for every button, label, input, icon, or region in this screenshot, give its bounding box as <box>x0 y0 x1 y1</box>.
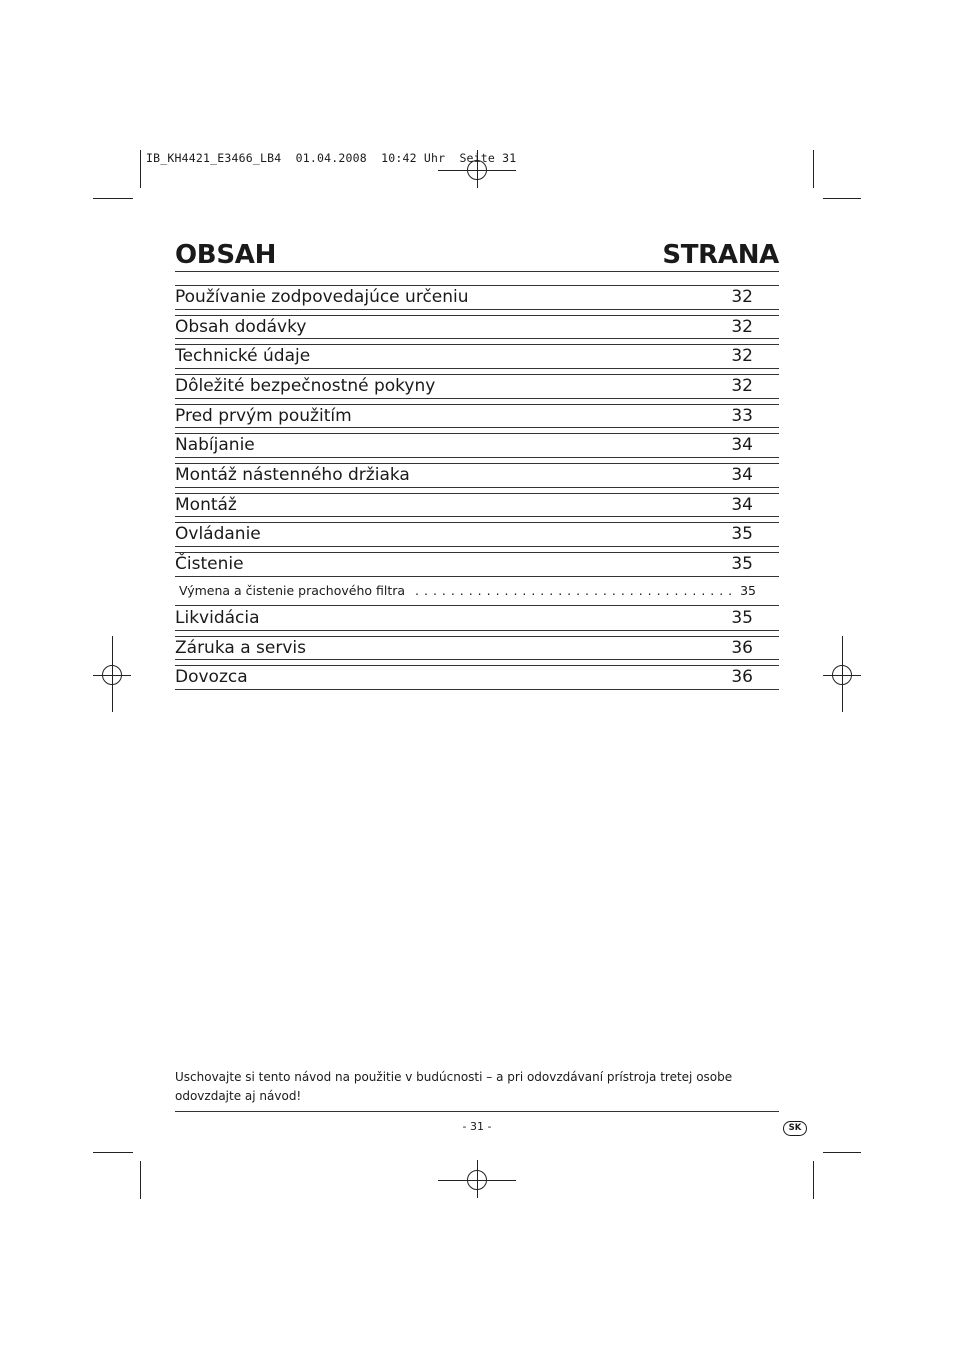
toc-entry-title: Technické údaje <box>175 346 311 366</box>
toc-entry-title: Dovozca <box>175 667 248 687</box>
toc-entry-title: Používanie zodpovedajúce určeniu <box>175 287 469 307</box>
toc-entry[interactable] <box>175 522 753 546</box>
toc-entry[interactable] <box>175 552 753 576</box>
toc-entry-page: 32 <box>731 317 753 337</box>
toc-entry[interactable] <box>175 463 753 487</box>
toc-entry-title: Montáž nástenného držiaka <box>175 465 410 485</box>
toc-entry-page: 35 <box>731 524 753 544</box>
toc-entry-title: Obsah dodávky <box>175 317 307 337</box>
toc-entry-page: 33 <box>731 406 753 426</box>
print-slug: IB_KH4421_E3466_LB4 01.04.2008 10:42 Uhr Seite 31 <box>146 151 517 165</box>
leader-dots <box>415 583 738 598</box>
header-rule <box>175 271 779 272</box>
toc-subentry[interactable] <box>179 581 756 599</box>
toc-entry-page: 35 <box>731 554 753 574</box>
toc-entry-title: Čistenie <box>175 554 244 574</box>
contents-heading: OBSAH <box>175 240 277 270</box>
toc-entry[interactable] <box>175 606 753 630</box>
toc-entry-title: Nabíjanie <box>175 435 255 455</box>
toc-entry-title: Likvidácia <box>175 608 260 628</box>
toc-entry[interactable] <box>175 493 753 517</box>
toc-entry-page: 34 <box>731 465 753 485</box>
toc-entry-page: 35 <box>731 608 753 628</box>
page-number: - 31 - <box>462 1120 492 1133</box>
page-column-heading: STRANA <box>662 240 779 270</box>
toc-entry-page: 32 <box>731 287 753 307</box>
toc-entry-page: 32 <box>731 346 753 366</box>
toc-entry-page: 32 <box>731 376 753 396</box>
toc-subentry-title: Výmena a čistenie prachového filtra <box>179 582 406 598</box>
toc-entry-title: Montáž <box>175 495 237 515</box>
toc-entry[interactable] <box>175 404 753 428</box>
toc-subentry-page: 35 <box>740 582 756 598</box>
toc-entry[interactable] <box>175 665 753 689</box>
toc-entry-page: 34 <box>731 495 753 515</box>
toc-entry[interactable] <box>175 374 753 398</box>
toc-entry-title: Dôležité bezpečnostné pokyny <box>175 376 436 396</box>
toc-entry-title: Pred prvým použitím <box>175 406 352 426</box>
language-badge: SK <box>783 1121 807 1136</box>
toc-entry[interactable] <box>175 344 753 368</box>
toc-entry-page: 36 <box>731 667 753 687</box>
toc-entry[interactable] <box>175 285 753 309</box>
toc-entry-page: 34 <box>731 435 753 455</box>
keep-manual-note: Uschovajte si tento návod na použitie v budúcnosti – a pri odovzdávaní prístroja tretej osobe odovzdajte aj návod! <box>175 1070 733 1103</box>
toc-entry-page: 36 <box>731 638 753 658</box>
toc-entry-title: Ovládanie <box>175 524 261 544</box>
toc-entry[interactable] <box>175 433 753 457</box>
footer-rule <box>175 1111 779 1112</box>
toc-entry[interactable] <box>175 636 753 660</box>
toc-entry[interactable] <box>175 315 753 339</box>
toc-entry-title: Záruka a servis <box>175 638 306 658</box>
